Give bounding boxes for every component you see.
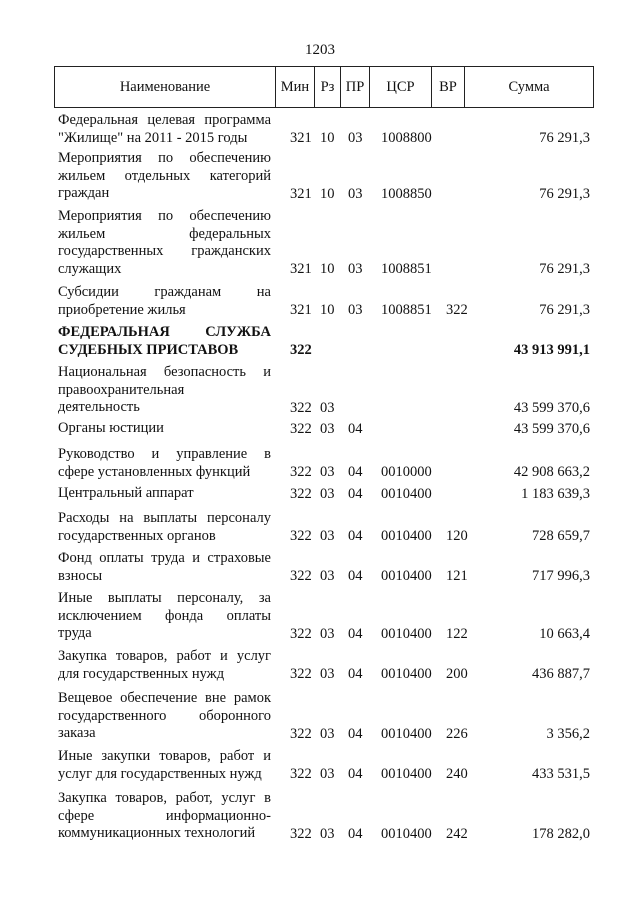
col-header-pr: ПР [341,67,370,107]
table-row [54,590,594,643]
table-row [54,648,594,683]
cell-sum: 10 663,4 [539,625,590,642]
row-values [54,341,594,359]
cell-vr: 200 [446,666,468,682]
row-name-line: Центральный аппарат [58,485,194,501]
cell-rz: 10 [320,261,335,277]
cell-vr: 122 [446,625,468,642]
col-header-name: Наименование [55,67,276,107]
cell-pr: 04 [348,825,363,842]
row-name-line: государственного оборонного [58,707,271,724]
cell-sum: 178 282,0 [532,825,590,842]
row-name-line: услуг для государственных нужд [58,765,262,782]
row-name-line: заказа [58,725,96,741]
cell-min: 321 [290,261,312,277]
cell-sum: 76 291,3 [539,130,590,146]
cell-rz: 10 [320,130,335,146]
table-row [54,324,594,359]
table-row [54,150,594,203]
row-values [54,725,594,743]
cell-min: 322 [290,766,312,782]
col-header-csr: ЦСР [370,67,432,107]
row-name-line: исключением фонда оплаты [58,607,271,624]
cell-rz: 03 [320,666,335,682]
row-values [54,765,594,783]
row-name-line: Закупка товаров, работ, услуг в [58,790,271,806]
cell-rz: 10 [320,185,335,202]
cell-sum: 76 291,3 [539,261,590,277]
col-header-rz: Рз [315,67,341,107]
row-values [54,625,594,643]
cell-sum: 436 887,7 [532,666,590,682]
row-name-line: государственных органов [58,527,216,544]
table-row [54,420,594,438]
cell-rz: 03 [320,420,335,437]
cell-vr: 242 [446,825,468,842]
cell-sum: 43 599 370,6 [513,420,590,437]
cell-min: 322 [290,625,312,642]
row-name-line: коммуникационных технологий [58,825,256,841]
cell-csr: 1008851 [381,302,432,318]
cell-csr: 0010400 [381,485,432,502]
cell-csr: 0010400 [381,568,432,584]
row-name-line: Мероприятия по обеспечению [58,208,271,224]
cell-csr: 1008851 [381,261,432,277]
cell-rz: 03 [320,399,335,416]
cell-sum: 728 659,7 [532,528,590,544]
row-values [54,399,594,417]
cell-min: 322 [290,568,312,584]
cell-min: 322 [290,399,312,416]
cell-vr: 226 [446,725,468,742]
cell-min: 322 [290,528,312,544]
cell-sum: 433 531,5 [532,766,590,782]
row-name-line: труда [58,625,92,641]
row-name-line: Вещевое обеспечение вне рамок [58,690,271,706]
cell-sum: 717 996,3 [532,568,590,584]
row-name-line: ФЕДЕРАЛЬНАЯ СЛУЖБА [58,324,271,340]
row-name-line: жильем отдельных категорий [58,167,271,184]
cell-min: 322 [290,464,312,480]
cell-min: 322 [290,825,312,842]
cell-sum: 76 291,3 [539,185,590,202]
cell-rz: 03 [320,485,335,502]
cell-sum: 43 913 991,1 [513,342,590,358]
row-name-line: СУДЕБНЫХ ПРИСТАВОВ [58,341,239,358]
cell-pr: 04 [348,568,363,584]
cell-vr: 240 [446,766,468,782]
cell-csr: 0010400 [381,625,432,642]
row-name-line: служащих [58,260,122,277]
row-values [54,825,594,843]
cell-rz: 03 [320,825,335,842]
cell-rz: 03 [320,625,335,642]
cell-rz: 03 [320,766,335,782]
col-header-min: Мин [276,67,315,107]
cell-min: 322 [290,342,312,358]
cell-rz: 10 [320,302,335,318]
row-values [54,485,594,503]
cell-pr: 04 [348,625,363,642]
cell-min: 321 [290,185,312,202]
cell-min: 321 [290,302,312,318]
cell-csr: 1008850 [381,185,432,202]
cell-rz: 03 [320,464,335,480]
row-name-line: для государственных нужд [58,665,225,682]
row-name-line: жильем федеральных [58,225,271,242]
row-values [54,420,594,438]
cell-csr: 1008800 [381,130,432,146]
row-name-line: сфере установленных функций [58,463,251,480]
row-name-line: Иные выплаты персоналу, за [58,590,271,606]
row-name-line: взносы [58,567,103,584]
cell-csr: 0010400 [381,528,432,544]
cell-pr: 03 [348,302,363,318]
table-row [54,690,594,743]
cell-vr: 120 [446,528,468,544]
table-row [54,208,594,278]
cell-pr: 04 [348,420,363,437]
row-name-line: Мероприятия по обеспечению [58,150,271,166]
cell-rz: 03 [320,568,335,584]
row-name-line: Субсидии гражданам на [58,284,271,300]
row-name-line: Закупка товаров, работ и услуг [58,648,271,664]
row-values [54,185,594,203]
row-values [54,665,594,683]
cell-pr: 04 [348,528,363,544]
cell-pr: 03 [348,130,363,146]
table-row [54,446,594,481]
cell-csr: 0010400 [381,825,432,842]
cell-pr: 04 [348,485,363,502]
col-header-sum: Сумма [508,78,550,95]
row-name-line: Федеральная целевая программа [58,112,271,128]
cell-pr: 04 [348,766,363,782]
cell-rz: 03 [320,725,335,742]
cell-vr: 322 [446,302,468,318]
cell-sum: 43 599 370,6 [513,399,590,416]
row-values [54,260,594,278]
cell-pr: 04 [348,666,363,682]
cell-pr: 04 [348,725,363,742]
row-name-line: Органы юстиции [58,420,164,436]
table-row [54,364,594,417]
cell-csr: 0010000 [381,464,432,480]
table-row [54,485,594,503]
cell-csr: 0010400 [381,725,432,742]
cell-min: 321 [290,130,312,146]
cell-min: 322 [290,666,312,682]
row-values [54,463,594,481]
cell-pr: 03 [348,185,363,202]
row-name-line: правоохранительная [58,381,185,398]
cell-min: 322 [290,485,312,502]
table-header [54,66,594,108]
row-values [54,527,594,545]
row-name-line: граждан [58,185,110,201]
row-name-line: Руководство и управление в [58,446,271,462]
row-name-line: государственных гражданских [58,243,271,259]
row-name-line: Фонд оплаты труда и страховые [58,550,271,566]
table-row [54,790,594,843]
row-name-line: Расходы на выплаты персоналу [58,510,271,526]
row-name-line: сфере информационно- [58,807,271,824]
cell-min: 322 [290,420,312,437]
table-row [54,550,594,585]
col-header-vr: ВР [432,67,465,107]
cell-sum: 3 356,2 [546,725,590,742]
page-number: 1203 [305,42,335,58]
cell-vr: 121 [446,568,468,584]
cell-sum: 1 183 639,3 [521,485,590,502]
cell-csr: 0010400 [381,766,432,782]
cell-csr: 0010400 [381,666,432,682]
row-values [54,567,594,585]
row-name-line: Иные закупки товаров, работ и [58,748,271,764]
cell-pr: 04 [348,464,363,480]
row-name-line: "Жилище" на 2011 - 2015 годы [58,129,248,146]
cell-sum: 42 908 663,2 [513,464,590,480]
table-row [54,284,594,319]
cell-sum: 76 291,3 [539,302,590,318]
table-row [54,112,594,147]
row-name-line: Национальная безопасность и [58,364,271,380]
cell-rz: 03 [320,528,335,544]
row-name-line: деятельность [58,399,140,415]
row-name-line: приобретение жилья [58,301,186,318]
cell-min: 322 [290,725,312,742]
cell-pr: 03 [348,261,363,277]
row-values [54,129,594,147]
row-values [54,301,594,319]
table-row [54,748,594,783]
table-row [54,510,594,545]
